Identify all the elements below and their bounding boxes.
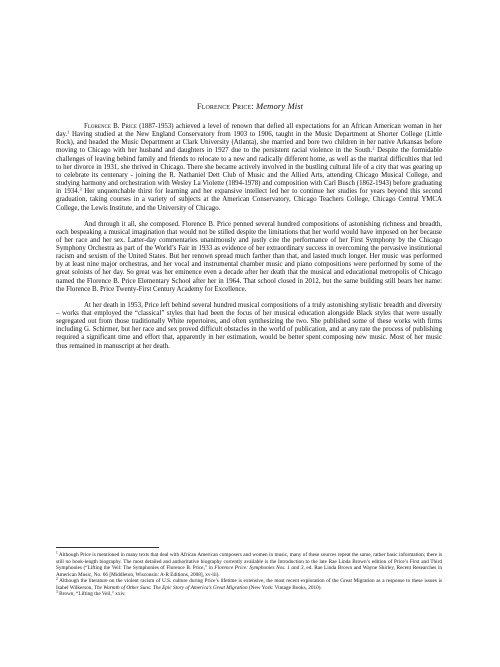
footnote-1-title: Florence Price: Symphonies Nos. 1 and 3 xyxy=(214,565,304,571)
footnote-1-number: 1 xyxy=(56,551,58,555)
paragraph-1-text-a: (1887-1953) achieved a level of renown that defied all expectations for an African American woman in her day. xyxy=(56,123,443,139)
paragraph-1-text-d: Her unquenchable thirst for learning and her expansive intellect led her to continue her studies for years beyond this second graduation, taking courses in a variety of subjects at the American Conservatory, Chicago Teachers College, Chicago Central YMCA College, the Lewis Institute, and the University of Chicago. xyxy=(56,188,442,212)
footnote-3-number: 3 xyxy=(56,590,58,594)
footnote-ref-2[interactable]: 2 xyxy=(372,145,375,151)
body-text xyxy=(56,123,442,358)
footnote-1-text-a: Although Price is mentioned in many texts that deal with African American composers and women in music, many of these sources repeat the same, rather basic information; there is still no book-length biography. The most detailed and authoritative biography currently available is the Introduction to the late Rae Linda Brown’s edition of Price’s First and Third Symphonies (“Lifting the Veil: The Symphonies of Florence B. Price,” in xyxy=(56,552,442,571)
footnote-separator xyxy=(56,547,159,548)
title-prefix: Florence Price: xyxy=(196,101,256,111)
lead-name: Florence B. Price xyxy=(84,123,137,130)
footnote-2 xyxy=(56,578,442,591)
footnote-1-text-b: , ed. Rae Linda Brown and Wayne Shirley, Recent Researches in American Music, No. 66 [Middleton, Wisconsin: A-R Editions, 2008], xv-lii). xyxy=(56,565,443,578)
footnote-2-title: The Warmth of Other Suns: The Epic Story of America’s Great Migration xyxy=(94,584,248,591)
paragraph-1 xyxy=(56,123,442,213)
footnote-3-text: Brown, “Lifting the Veil,” xxiv. xyxy=(57,591,126,597)
footnote-2-text-a: Although the literature on the violent racism of U.S. culture during Price’s lifetime is extensive, the most recent exploration of the Great Migration as a response to these issues is Isabel Wilkerson, xyxy=(56,578,442,591)
footnotes xyxy=(56,552,442,598)
footnote-2-number: 2 xyxy=(56,577,58,581)
footnote-ref-1[interactable]: 1 xyxy=(67,129,70,135)
paragraph-2: And through it all, she composed. Florence B. Price penned several hundred compositions of astonishing richness and breadth, each bespeaking a musical imagination that would not be stilled despite the limitations that her world would have imposed on her because of her race and her sex. Latter-day commentaries unanimously and justly cite the performance of her First Symphony by the Chicago Symphony Orchestra as part of the World’s Fair in 1933 as evidence of her extraordinary success in overcoming the pervasive institutional racism and sexism of the United States. But her renown spread much farther than that, and lasted much longer. Her music was performed by at least nine major orchestras, and her vocal and instrumental chamber music and piano compositions were performed by some of the great soloists of her day. So great was her eminence even a decade after her death that the musical and educational metropolis of Chicago named the Florence B. Price Elementary School after her in 1964. That school closed in 2012, but the same building still bears her name: the Florence B. Price Twenty-First Century Academy for Excellence. xyxy=(56,220,442,293)
footnote-1 xyxy=(56,552,442,578)
footnote-ref-3[interactable]: 3 xyxy=(79,186,82,192)
paragraph-3: At her death in 1953, Price left behind several hundred musical compositions of a truly astonishing stylistic breadth and diversity – works that employed the “classical” styles that had been the focus of her musical education alongside Black styles that were usually segregated out from those traditionally White repertoires, and often synthesizing the two. She published some of these works with firms including G. Schirmer, but her race and sex proved difficult obstacles in the world of publication, and at any rate the process of publishing required a significant time and effort that, apparently in her estimation, would be better spent composing new music. Most of her music thus remained in manuscript at her death. xyxy=(56,301,442,350)
paragraph-1-text-c: Despite the formidable challenges of leaving behind family and friends to relocate to a new and radically different home, as well as the marital difficulties that led to her divorce in 1931, she thrived in Chicago. There she became actively involved in the bustling cultural life of a city that was gearing up to celebrate its centenary - joining the R. Nathaniel Dett Club of Music and the Allied Arts, attending Chicago Musical College, and studying harmony and orchestration with Wesley La Violette (1894-1978) and composition with Carl Busch (1862-1943) before graduating in 1934. xyxy=(56,147,442,196)
footnote-3 xyxy=(56,591,442,598)
page-title xyxy=(0,101,500,111)
title-italic: Memory Mist xyxy=(256,101,304,111)
footnote-2-text-b: (New York: Vintage Books, 2010). xyxy=(247,584,322,591)
paragraph-1-text-b: Having studied at the New England Conservatory from 1903 to 1906, taught in the Music Department at Shorter College (Little Rock), and headed the Music Department at Clark University (Atlanta), she married and bore two children in her native Arkansas before moving to Chicago with her husband and daughters in 1927 due to the persistent racial violence in the South. xyxy=(56,131,442,155)
